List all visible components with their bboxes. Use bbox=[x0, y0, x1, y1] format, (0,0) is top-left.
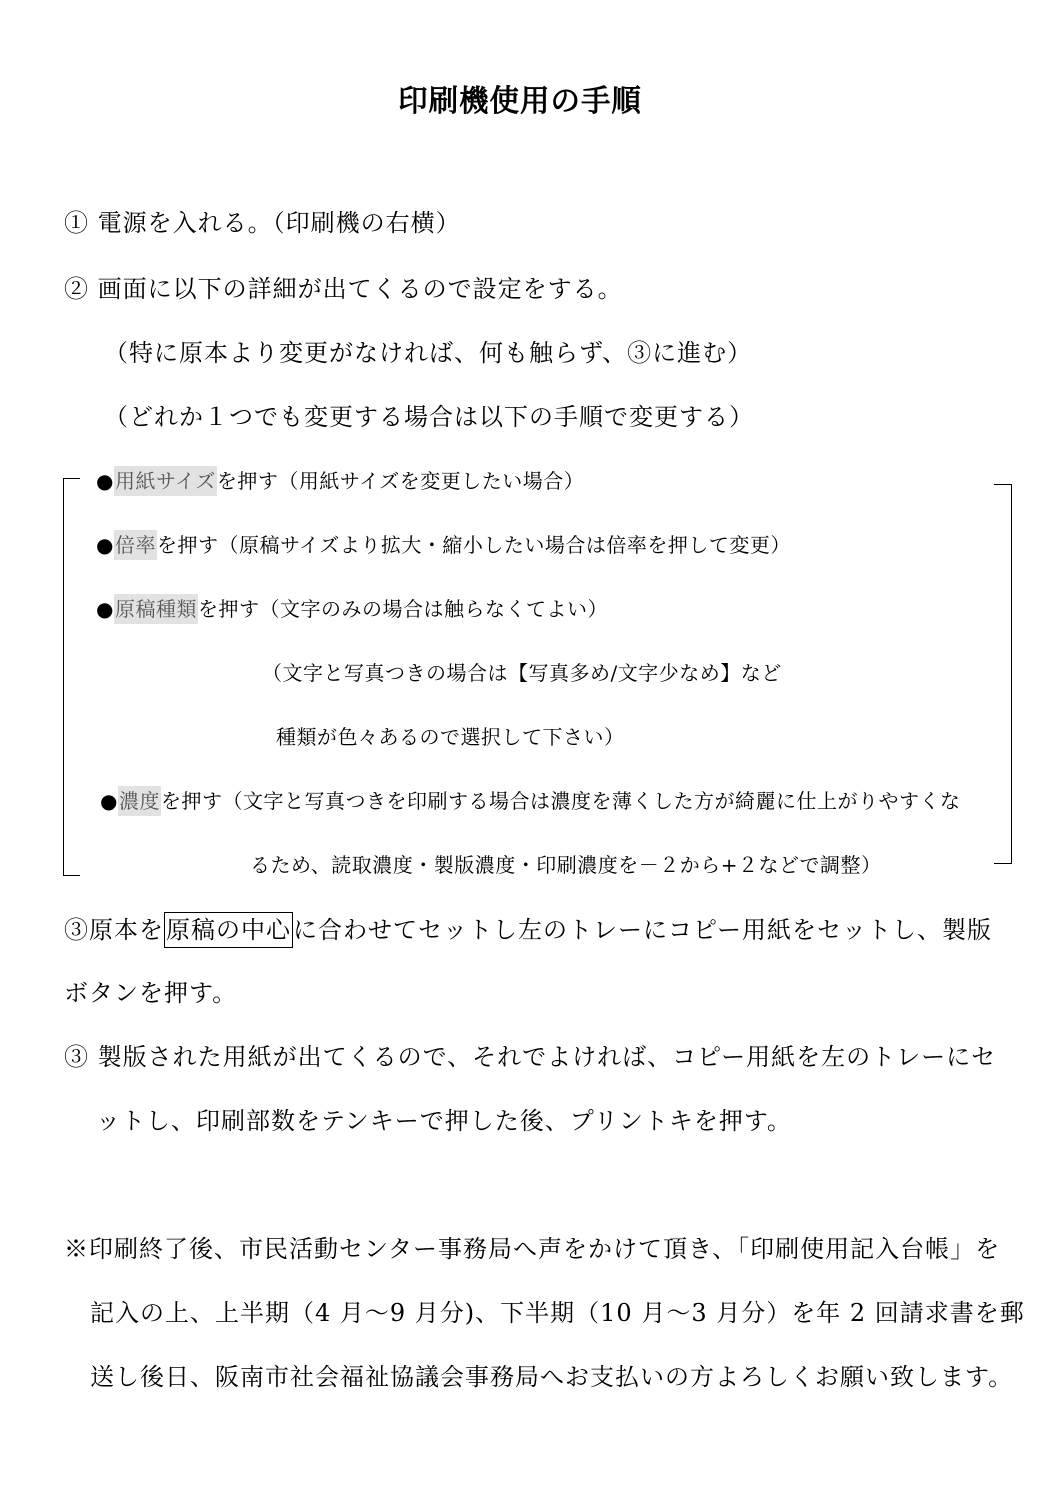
step-3-set-original bbox=[64, 912, 992, 948]
step-3-suffix: に合わせてセットし左のトレーにコピー用紙をセットし、製版 bbox=[293, 916, 993, 944]
original-type-instruction: を押す（文字のみの場合は触らなくてよい） bbox=[197, 597, 608, 621]
paper-size-key-label: 用紙サイズ bbox=[114, 466, 217, 496]
step-2-note-no-change: （特に原本より変更がなければ、何も触らず、③に進む） bbox=[104, 339, 753, 367]
step-1-power-on: ① 電源を入れる。（印刷機の右横） bbox=[64, 209, 461, 237]
bullet-icon: ● bbox=[96, 533, 114, 557]
step-2-settings: ② 画面に以下の詳細が出てくるので設定をする。 bbox=[64, 275, 623, 303]
settings-bracket-left bbox=[63, 478, 80, 876]
ratio-instruction: を押す（原稿サイズより拡大・縮小したい場合は倍率を押して変更） bbox=[156, 533, 791, 557]
note-line-1: ※印刷終了後、市民活動センター事務局へ声をかけて頂き、「印刷使用記入台帳」を bbox=[64, 1235, 1001, 1263]
bullet-icon: ● bbox=[96, 469, 114, 493]
setting-density bbox=[100, 786, 960, 816]
setting-original-type bbox=[96, 594, 608, 624]
original-type-key-label: 原稿種類 bbox=[114, 594, 198, 624]
bullet-icon: ● bbox=[96, 597, 114, 621]
paper-size-instruction: を押す（用紙サイズを変更したい場合） bbox=[216, 469, 585, 493]
note-line-3: 送し後日、阪南市社会福祉協議会事務局へお支払いの方よろしくお願い致します。 bbox=[90, 1363, 1014, 1391]
bullet-icon: ● bbox=[100, 789, 118, 813]
setting-paper-size bbox=[96, 466, 584, 496]
step-4-continuation: ットし、印刷部数をテンキーで押した後、プリントキを押す。 bbox=[96, 1107, 792, 1135]
step-4-print: ③ 製版された用紙が出てくるので、それでよければ、コピー用紙を左のトレーにセ bbox=[64, 1043, 997, 1071]
ratio-key-label: 倍率 bbox=[114, 530, 157, 560]
step-2-note-change: （どれか１つでも変更する場合は以下の手順で変更する） bbox=[104, 403, 754, 431]
step-3-continuation: ボタンを押す。 bbox=[64, 979, 238, 1007]
step-3-prefix: ③原本を bbox=[64, 916, 164, 944]
density-key-label: 濃度 bbox=[118, 786, 161, 816]
original-center-boxed: 原稿の中心 bbox=[164, 912, 293, 948]
note-line-2: 記入の上、上半期（4 月～9 月分)、下半期（10 月～3 月分）を年 2 回請求書を郵 bbox=[90, 1299, 1025, 1327]
setting-ratio bbox=[96, 530, 791, 560]
page-title: 印刷機使用の手順 bbox=[398, 84, 642, 119]
original-type-continuation-2: 種類が色々あるので選択して下さい） bbox=[276, 725, 625, 749]
settings-bracket-right bbox=[994, 484, 1012, 864]
density-instruction: を押す（文字と写真つきを印刷する場合は濃度を薄くした方が綺麗に仕上がりやすくな bbox=[160, 789, 961, 813]
original-type-continuation-1: （文字と写真つきの場合は【写真多め/文字少なめ】など bbox=[262, 661, 782, 685]
density-continuation: るため、読取濃度・製版濃度・印刷濃度を－２から+２などで調整） bbox=[250, 853, 882, 877]
